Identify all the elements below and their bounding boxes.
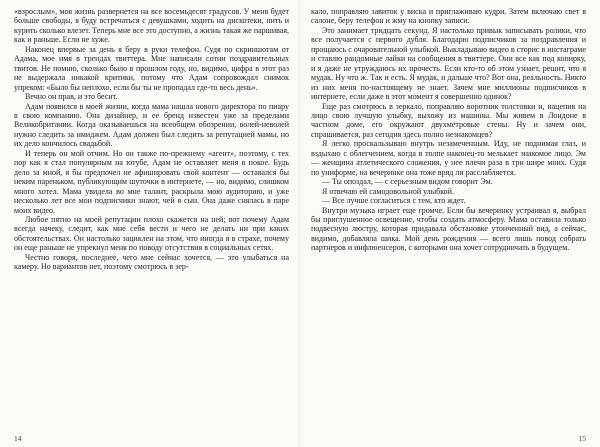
paragraph: Любое пятно на моей репутации плохо скажется на ней; вот почему Адам всегда начеку, следит, как мне себя вести и чего не делать ни при каких обстоятельствах. Он настолько зациклен на этом, что иногда я в страхе, почему он еще раньше не упрекнул меня по поводу отсутствия в социальных сетях. [14,214,289,253]
paragraph: Я легко проскальзываю внутрь незамеченным. Иду, не поднимая глаз, и вздыхаю с облегчением, когда в толпе наконец-то мелькает знакомое лицо. Эм — женщина атлетического сложения, у нее плечи раза в три шире моих. Судя по униформе, на вечеринке она тоже вряд ли расслабляется. [311,139,586,177]
paragraph: Адам появился в моей жизни, когда мама нашла нового директора по пиару в свою компанию. Она дизайнер, и ее бренд известен уже за пределами Великобритании. Когда оказываешься на всеобщем обозрении, волей-неволей нужно следить за имиджем. Адам должен был следить за репутацией мамы, но их дело кончилось свадьбой. [14,101,289,149]
paragraph: кало, поправляю завиток у виска и приглаживаю кудри. Затем включаю свет в салоне, беру телефон и жму на кнопку записи. [311,7,586,26]
paragraph: — Все лучше согласиться с тем, кто ждет. [322,196,466,206]
paragraph: Вечно он прав, и это бесит. [25,92,118,102]
page-right-text [311,7,586,253]
paragraph: Внутри музыка играет еще громче. Если бы вечеринку устраивал я, выбрал бы приглушенное освещение, чтобы создать атмосферу. Мама оставила только подвесную люстру, которая придавала обстановке утонченный вид, а сейчас, видимо, добавляла шика. Мой день рождения — всего лишь повод собрать партнеров и инфлюенсеров, с которыми она хочет сотрудничать в будущем. [311,205,586,253]
paragraph: — Ты опоздал, — с серьезным видом говорит Эм. [322,177,493,187]
paragraph: Честно говоря, последнее, чего мне сейчас хочется, — это улыбаться на камеру. Но вариантов нет, поэтому смотрюсь в зер- [14,252,289,272]
page-right [300,0,600,447]
page-number-right: 15 [578,434,586,443]
paragraph: Еще раз смотрюсь в зеркало, поправляю воротник толстовки и, нацепив на лицо свою лучшую улыбку, выхожу из машины. Мы живем в Лондоне в частном доме, его окружают двухметровые стены. Ну и зачем они, спрашивается, раз сегодня здесь полно незнакомцев? [311,101,586,139]
paragraph: Я отвечаю ей самодовольной улыбкой. [322,186,454,196]
paragraph: «взрослым», моя жизнь развернется на все восемьдесят градусов. У меня будет больше свободы, я буду встречаться с девушками, ходить на дискотеки, пить и курить сколько влезет. Теперь мне все это доступно, а жизнь такая же паршивая, как и раньше. Если не хуже. [14,7,289,45]
paragraph: Наконец впервые за день я беру в руки телефон. Судя по скриншотам от Адама, мое имя в трендах твиттера. Мне написали сотни поздравительных твитов. Не помню, сколько было в прошлом году, но, видимо, цифра в этот раз не выдержала никакой критики, потому что Адам сопровождал снимок упреком: «Было бы неплохо, если бы ты не пропадал где-то весь день». [14,44,289,92]
paragraph: И теперь он мой отчим. Но он также по-прежнему «агент», поэтому, с тех пор как я стал популярным на ютубе, Адам не оставляет меня в покое. Будь дело за мной, я бы предпочел не афишировать свой контент — оставался бы неким пареньком, публикующим шуточки в интернете, — но, видимо, слишком много хотел. Мама увидела во мне талант, раскрыла мою аудиторию, и уже несколько лет все мои подписчики знают, чей я сын. Она даже снялась в паре моих видео. [14,148,289,215]
paragraph: Это занимает тридцать секунд. Я настолько привык записывать ролики, что все получается с первого дубля. Благодарю подписчиков за поздравления и прощаюсь с очаровательной улыбкой. Выкладываю видео в сторис в инстаграме и ставлю рандомные лайки на сообщения в твиттере. Они все как под копирку, и я даже не утруждаюсь их прочесть. Если кто-то об этом узнает, решит, что я мудак. Ну что ж. Так и есть. Я мудак, и дальше что? Вот она, реальность. Никто из них меня по-настоящему не знает. Зачем мне миллионы подписчиков в интернете, если даже в этот момент я совершенно одинок? [311,25,586,102]
page-left-text [14,7,289,272]
page-number-left: 14 [14,434,22,443]
